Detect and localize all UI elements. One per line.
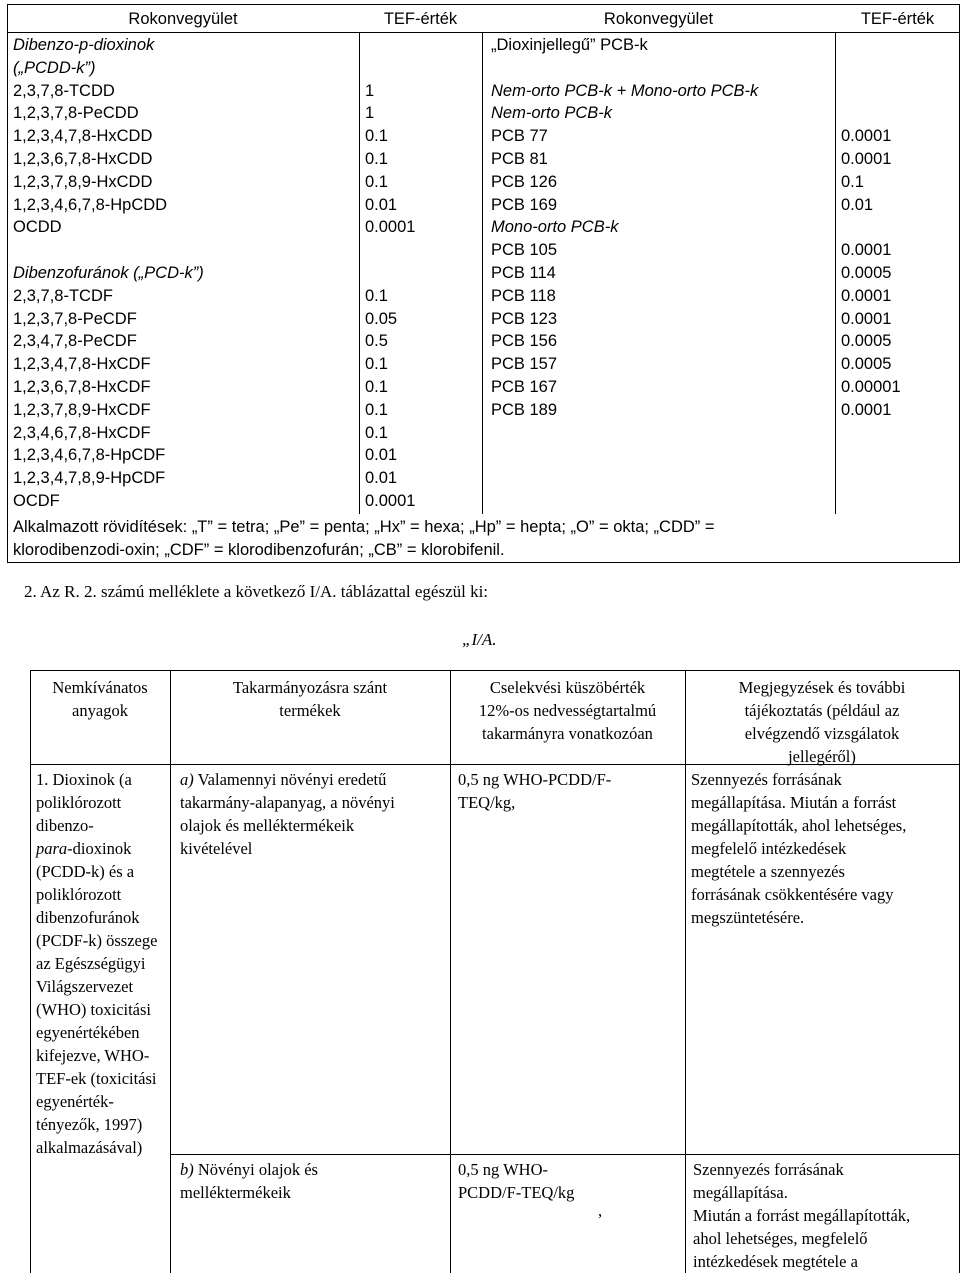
tef-value: 0.0005 — [841, 263, 892, 282]
compound-name: 1,2,3,7,8,9-HxCDD — [13, 172, 153, 191]
substance-line: egyenérték- — [36, 1092, 114, 1111]
compound-name: 1,2,3,7,8-PeCDD — [13, 104, 139, 123]
remarks-line: ahol lehetséges, megfelelő — [693, 1229, 868, 1248]
remarks-line: Miután a forrást megállapították, — [693, 1206, 911, 1225]
remarks-line: forrásának csökkentésére vagy — [691, 885, 894, 904]
ia-table — [30, 670, 960, 1273]
header-products — [170, 676, 450, 722]
product-line: takarmány-alapanyag, a növényi — [180, 793, 395, 812]
tef-value: 0.1 — [365, 149, 388, 168]
tef-value — [841, 216, 901, 239]
tef-value — [365, 239, 415, 262]
remarks-line: Szennyezés forrásának — [691, 770, 842, 789]
header-line: Megjegyzések és további — [738, 678, 906, 697]
compound-name: Mono-orto PCB-k — [491, 218, 619, 237]
header-line: Nemkívánatos — [52, 678, 148, 697]
threshold-line: 0,5 ng WHO- — [458, 1160, 548, 1179]
tef-value — [841, 34, 901, 57]
left-compound-column — [13, 34, 204, 513]
note-line: Alkalmazott rövidítések: „T” = tetra; „Pe” = penta; „Hx” = hexa; „Hp” = hepta; „O” = okta; „CDD” = — [13, 518, 715, 536]
table-rule — [30, 670, 31, 1273]
substance-line: egyenértékében — [36, 1023, 140, 1042]
substance-line: (PCDF-k) összege — [36, 931, 158, 950]
tef-value — [365, 34, 415, 57]
table-rule — [835, 32, 836, 514]
tef-value: 0.1 — [841, 172, 864, 191]
tef-value: 0.0005 — [841, 355, 892, 374]
tef-value: 0.00001 — [841, 377, 901, 396]
substance-line: Világszervezet — [36, 977, 134, 996]
right-compound-column — [491, 34, 758, 422]
table-rule — [359, 32, 360, 514]
compound-name: PCB 81 — [491, 149, 548, 168]
header-line: jellegéről) — [788, 747, 856, 766]
tef-value — [841, 57, 901, 80]
substance-line: TEF-ek (toxicitási — [36, 1069, 157, 1088]
substance-line: alkalmazásával) — [36, 1138, 143, 1157]
substance-line: para-dioxinok — [36, 839, 132, 858]
compound-name: 2,3,7,8-TCDD — [13, 81, 115, 100]
remarks-line: megszüntetésére. — [691, 908, 805, 927]
remarks-line: megállapítása. Miután a forrást — [691, 793, 897, 812]
tef-value: 0.0001 — [365, 218, 416, 237]
substance-line: (WHO) toxicitási — [36, 1000, 152, 1019]
compound-name: OCDD — [13, 218, 62, 237]
product-line: olajok és melléktermékeik — [180, 816, 355, 835]
threshold-cell-b — [458, 1158, 683, 1218]
substance-line: dibenzo- — [36, 816, 94, 835]
product-cell-b — [180, 1158, 448, 1204]
header-line: anyagok — [72, 701, 128, 720]
compound-name: („PCDD-k”) — [13, 58, 96, 77]
compound-name: 1,2,3,4,7,8-HxCDF — [13, 355, 151, 374]
header-remarks — [685, 676, 959, 768]
compound-name: Nem-orto PCB-k — [491, 104, 613, 123]
compound-name: PCB 167 — [491, 377, 558, 396]
compound-name: 1,2,3,4,6,7,8-HpCDF — [13, 446, 166, 465]
substance-line: 1. Dioxinok (a — [36, 770, 132, 789]
compound-name: 2,3,7,8-TCDF — [13, 286, 113, 305]
product-line: Növényi olajok és — [197, 1160, 318, 1179]
table-rule — [482, 32, 483, 514]
compound-name: 2,3,4,6,7,8-HxCDF — [13, 423, 151, 442]
tef-value: 0.1 — [365, 423, 388, 442]
compound-name: PCB 157 — [491, 355, 558, 374]
compound-name: PCB 156 — [491, 332, 558, 351]
tef-value: 0.0001 — [365, 491, 416, 510]
tef-value: 0.0001 — [841, 400, 892, 419]
header-line: Takarmányozásra szánt — [232, 678, 388, 697]
compound-name: 1,2,3,4,6,7,8-HpCDD — [13, 195, 168, 214]
header-line: Cselekvési küszöbérték — [489, 678, 646, 697]
tef-value — [841, 102, 901, 125]
tef-value: 0.01 — [365, 446, 398, 465]
tef-value: 1 — [365, 104, 375, 123]
compound-name: PCB 169 — [491, 195, 558, 214]
item-marker: b) — [180, 1160, 194, 1179]
header-line: 12%-os nedvességtartalmú — [478, 701, 657, 720]
threshold-cell-a — [458, 768, 683, 814]
item-marker: a) — [180, 770, 194, 789]
tef-value: 0.1 — [365, 400, 388, 419]
compound-name: 1,2,3,7,8-PeCDF — [13, 309, 137, 328]
table-rule — [7, 32, 960, 33]
tef-value: 0.1 — [365, 377, 388, 396]
tef-value: 0.0001 — [841, 286, 892, 305]
note-line: klorodibenzodi-oxin; „CDF” = klorodibenzofurán; „CB” = klorobifenil. — [13, 541, 505, 559]
tef-table — [7, 4, 960, 563]
compound-name: 1,2,3,4,7,8,9-HpCDF — [13, 469, 166, 488]
remarks-line: megállapították, ahol lehetséges, — [691, 816, 907, 835]
remarks-line: megtétele a szennyezés — [691, 862, 845, 881]
tef-value — [841, 80, 901, 103]
compound-name: 1,2,3,7,8,9-HxCDF — [13, 400, 151, 419]
threshold-line: , — [598, 1201, 603, 1220]
header-threshold — [450, 676, 685, 745]
table-rule — [7, 562, 960, 563]
compound-name: 2,3,4,7,8-PeCDF — [13, 332, 137, 351]
header-tef-2: TEF-érték — [860, 10, 935, 28]
product-line: Valamennyi növényi eredetű — [197, 770, 387, 789]
tef-value: 1 — [365, 81, 375, 100]
compound-name: 1,2,3,4,7,8-HxCDD — [13, 127, 153, 146]
header-line: elvégzendő vizsgálatok — [744, 724, 900, 743]
table-rule — [170, 670, 171, 1273]
compound-name: PCB 105 — [491, 241, 558, 260]
remarks-cell-a — [691, 768, 957, 929]
tef-value — [365, 262, 415, 285]
tef-value: 0.1 — [365, 355, 388, 374]
header-line: termékek — [279, 701, 341, 720]
table-rule — [170, 1154, 960, 1155]
substance-line: tényezők, 1997) — [36, 1115, 143, 1134]
header-line: tájékoztatás (például az — [744, 701, 900, 720]
table-rule — [450, 670, 451, 1273]
compound-name: 1,2,3,6,7,8-HxCDF — [13, 377, 151, 396]
amendment-paragraph: 2. Az R. 2. számú melléklete a következő I/A. táblázattal egészül ki: — [24, 582, 489, 601]
remarks-line: megfelelő intézkedések — [691, 839, 847, 858]
tef-value: 0.05 — [365, 309, 398, 328]
tef-value: 0.0001 — [841, 241, 892, 260]
compound-name: PCB 77 — [491, 127, 548, 146]
substance-cell — [36, 768, 168, 1159]
remarks-line: intézkedések megtétele a — [693, 1252, 858, 1271]
substance-line: kifejezve, WHO- — [36, 1046, 150, 1065]
substance-line: poliklórozott — [36, 793, 122, 812]
tef-value: 0.1 — [365, 286, 388, 305]
substance-line: poliklórozott — [36, 885, 122, 904]
substance-line: az Egészségügyi — [36, 954, 146, 973]
header-tef: TEF-érték — [383, 10, 458, 28]
header-line: takarmányra vonatkozóan — [482, 724, 653, 743]
compound-name: Nem-orto PCB-k + Mono-orto PCB-k — [491, 81, 759, 100]
compound-name: Dibenzo-p-dioxinok — [13, 36, 155, 54]
tef-value: 0.0001 — [841, 309, 892, 328]
compound-name: Dibenzofuránok („PCD-k”) — [13, 263, 204, 282]
compound-name — [491, 57, 758, 80]
threshold-line: 0,5 ng WHO-PCDD/F- — [458, 770, 612, 789]
remarks-cell-b — [693, 1158, 959, 1273]
compound-name: PCB 126 — [491, 172, 558, 191]
tef-value: 0.0005 — [841, 332, 892, 351]
product-cell-a — [180, 768, 448, 860]
substance-line: dibenzofuránok — [36, 908, 140, 927]
threshold-line: PCDD/F-TEQ/kg — [458, 1183, 575, 1202]
compound-name: PCB 118 — [491, 286, 556, 305]
compound-name: 1,2,3,6,7,8-HxCDD — [13, 149, 153, 168]
tef-value: 0.01 — [365, 469, 398, 488]
compound-name: OCDF — [13, 491, 60, 510]
table-rule — [7, 4, 960, 5]
tef-value: 0.5 — [365, 332, 388, 351]
compound-name: PCB 123 — [491, 309, 558, 328]
threshold-line: TEQ/kg, — [458, 793, 516, 812]
table-rule — [7, 4, 8, 563]
compound-name: PCB 114 — [491, 263, 556, 282]
tef-value: 0.1 — [365, 127, 388, 146]
product-line: melléktermékeik — [180, 1183, 291, 1202]
tef-value: 0.1 — [365, 172, 388, 191]
tef-value: 0.0001 — [841, 149, 892, 168]
tef-value: 0.0001 — [841, 127, 892, 146]
table-label: „I/A. — [462, 630, 497, 649]
left-tef-column — [365, 34, 415, 513]
header-compound-2: Rokonvegyület — [603, 10, 714, 28]
header-substances — [30, 676, 170, 722]
right-tef-column — [841, 34, 901, 422]
header-compound: Rokonvegyület — [128, 10, 238, 28]
abbreviations-note — [13, 516, 943, 562]
tef-value: 0.01 — [365, 195, 398, 214]
tef-value: 0.01 — [841, 195, 874, 214]
remarks-line: Szennyezés forrásának — [693, 1160, 844, 1179]
compound-name: „Dioxinjellegű” PCB-k — [491, 36, 648, 54]
product-line: kivételével — [180, 839, 253, 858]
substance-line: (PCDD-k) és a — [36, 862, 135, 881]
compound-name — [13, 239, 204, 262]
remarks-line: megállapítása. — [693, 1183, 788, 1202]
tef-value — [365, 57, 415, 80]
compound-name: PCB 189 — [491, 400, 558, 419]
